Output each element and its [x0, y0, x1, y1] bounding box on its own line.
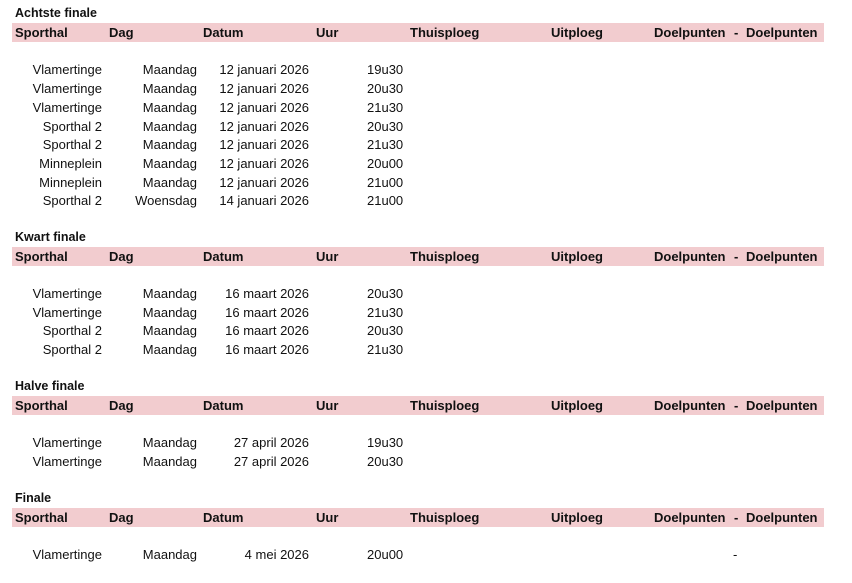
- cell-sporthal: Vlamertinge: [32, 81, 102, 96]
- cell-dag: Maandag: [142, 342, 197, 357]
- header-doelpunten-away: Doelpunten: [746, 398, 818, 413]
- cell-uur: 21u30: [367, 137, 404, 152]
- cell-datum: 12 januari 2026: [219, 81, 309, 96]
- header-sporthal: Sporthal: [15, 398, 68, 413]
- cell-uur: 19u30: [367, 435, 404, 450]
- cell-sporthal: Sporthal 2: [42, 323, 102, 338]
- match-row: [0, 286, 852, 304]
- cell-uur: 21u30: [367, 305, 404, 320]
- cell-uur: 19u30: [367, 62, 404, 77]
- header-row: [12, 23, 824, 42]
- header-uur: Uur: [316, 398, 339, 413]
- cell-sporthal: Vlamertinge: [32, 547, 102, 562]
- cell-dag: Maandag: [142, 286, 197, 301]
- cell-datum: 12 januari 2026: [219, 62, 309, 77]
- match-row: [0, 137, 852, 155]
- cell-datum: 12 januari 2026: [219, 175, 309, 190]
- cell-uur: 20u00: [367, 547, 404, 562]
- match-row: [0, 156, 852, 174]
- match-row: [0, 547, 852, 565]
- cell-sporthal: Vlamertinge: [32, 305, 102, 320]
- cell-datum: 12 januari 2026: [219, 100, 309, 115]
- cell-uur: 20u30: [367, 323, 404, 338]
- header-thuisploeg: Thuisploeg: [410, 249, 480, 264]
- header-sporthal: Sporthal: [15, 510, 68, 525]
- cell-uur: 20u30: [367, 119, 404, 134]
- header-thuisploeg: Thuisploeg: [410, 510, 480, 525]
- header-dag: Dag: [109, 510, 134, 525]
- header-row: [12, 508, 824, 527]
- match-row: [0, 119, 852, 137]
- cell-uur: 21u00: [367, 175, 404, 190]
- header-dag: Dag: [109, 249, 134, 264]
- header-datum: Datum: [203, 25, 244, 40]
- cell-sporthal: Minneplein: [39, 156, 102, 171]
- cell-sporthal: Sporthal 2: [42, 193, 102, 208]
- cell-uur: 20u00: [367, 156, 404, 171]
- header-dag: Dag: [109, 398, 134, 413]
- header-doelpunten-away: Doelpunten: [746, 25, 818, 40]
- cell-sporthal: Vlamertinge: [32, 435, 102, 450]
- header-uur: Uur: [316, 25, 339, 40]
- cell-sporthal: Sporthal 2: [42, 342, 102, 357]
- header-datum: Datum: [203, 510, 244, 525]
- cell-uur: 20u30: [367, 286, 404, 301]
- cell-datum: 27 april 2026: [233, 454, 309, 469]
- match-row: [0, 435, 852, 453]
- header-doelpunten-away: Doelpunten: [746, 510, 818, 525]
- cell-dag: Maandag: [142, 62, 197, 77]
- header-uitploeg: Uitploeg: [551, 398, 603, 413]
- section-title-achtste-finale: Achtste finale: [15, 6, 97, 20]
- cell-dag: Maandag: [142, 100, 197, 115]
- cell-datum: 16 maart 2026: [225, 323, 309, 338]
- cell-sporthal: Vlamertinge: [32, 62, 102, 77]
- cell-sporthal: Vlamertinge: [32, 100, 102, 115]
- cell-uur: 20u30: [367, 454, 404, 469]
- match-row: [0, 305, 852, 323]
- cell-datum: 12 januari 2026: [219, 119, 309, 134]
- header-row: [12, 247, 824, 266]
- cell-score-separator: -: [733, 547, 738, 562]
- header-doelpunten-home: Doelpunten: [654, 25, 726, 40]
- header-doelpunten-home: Doelpunten: [654, 249, 726, 264]
- cell-sporthal: Sporthal 2: [42, 137, 102, 152]
- cell-uur: 21u00: [367, 193, 404, 208]
- cell-datum: 16 maart 2026: [225, 286, 309, 301]
- cell-dag: Maandag: [142, 119, 197, 134]
- header-uitploeg: Uitploeg: [551, 25, 603, 40]
- cell-datum: 16 maart 2026: [225, 342, 309, 357]
- cell-dag: Maandag: [142, 81, 197, 96]
- header-sporthal: Sporthal: [15, 25, 68, 40]
- cell-uur: 21u30: [367, 100, 404, 115]
- cell-dag: Maandag: [142, 454, 197, 469]
- header-separator: -: [734, 510, 739, 525]
- header-datum: Datum: [203, 249, 244, 264]
- header-separator: -: [734, 25, 739, 40]
- header-separator: -: [734, 398, 739, 413]
- cell-dag: Maandag: [142, 323, 197, 338]
- header-dag: Dag: [109, 25, 134, 40]
- header-datum: Datum: [203, 398, 244, 413]
- cell-datum: 4 mei 2026: [244, 547, 309, 562]
- match-row: [0, 193, 852, 211]
- match-row: [0, 342, 852, 360]
- cell-dag: Maandag: [142, 156, 197, 171]
- header-uur: Uur: [316, 249, 339, 264]
- cell-datum: 27 april 2026: [233, 435, 309, 450]
- header-thuisploeg: Thuisploeg: [410, 25, 480, 40]
- cell-sporthal: Vlamertinge: [32, 286, 102, 301]
- cell-uur: 21u30: [367, 342, 404, 357]
- match-row: [0, 454, 852, 472]
- match-row: [0, 323, 852, 341]
- header-uur: Uur: [316, 510, 339, 525]
- header-thuisploeg: Thuisploeg: [410, 398, 480, 413]
- header-doelpunten-home: Doelpunten: [654, 510, 726, 525]
- cell-sporthal: Minneplein: [39, 175, 102, 190]
- match-row: [0, 175, 852, 193]
- cell-datum: 12 januari 2026: [219, 137, 309, 152]
- cell-datum: 12 januari 2026: [219, 156, 309, 171]
- section-title-finale: Finale: [15, 491, 52, 505]
- header-sporthal: Sporthal: [15, 249, 68, 264]
- header-separator: -: [734, 249, 739, 264]
- header-doelpunten-away: Doelpunten: [746, 249, 818, 264]
- cell-dag: Maandag: [142, 175, 197, 190]
- match-row: [0, 62, 852, 80]
- match-row: [0, 81, 852, 99]
- match-row: [0, 100, 852, 118]
- cell-dag: Maandag: [142, 305, 197, 320]
- header-doelpunten-home: Doelpunten: [654, 398, 726, 413]
- cell-dag: Maandag: [142, 137, 197, 152]
- section-title-halve-finale: Halve finale: [15, 379, 85, 393]
- cell-dag: Maandag: [142, 547, 197, 562]
- cell-dag: Woensdag: [135, 193, 197, 208]
- cell-dag: Maandag: [142, 435, 197, 450]
- cell-datum: 14 januari 2026: [219, 193, 309, 208]
- cell-datum: 16 maart 2026: [225, 305, 309, 320]
- header-uitploeg: Uitploeg: [551, 510, 603, 525]
- cell-sporthal: Vlamertinge: [32, 454, 102, 469]
- cell-uur: 20u30: [367, 81, 404, 96]
- cell-sporthal: Sporthal 2: [42, 119, 102, 134]
- header-row: [12, 396, 824, 415]
- header-uitploeg: Uitploeg: [551, 249, 603, 264]
- section-title-kwart-finale: Kwart finale: [15, 230, 86, 244]
